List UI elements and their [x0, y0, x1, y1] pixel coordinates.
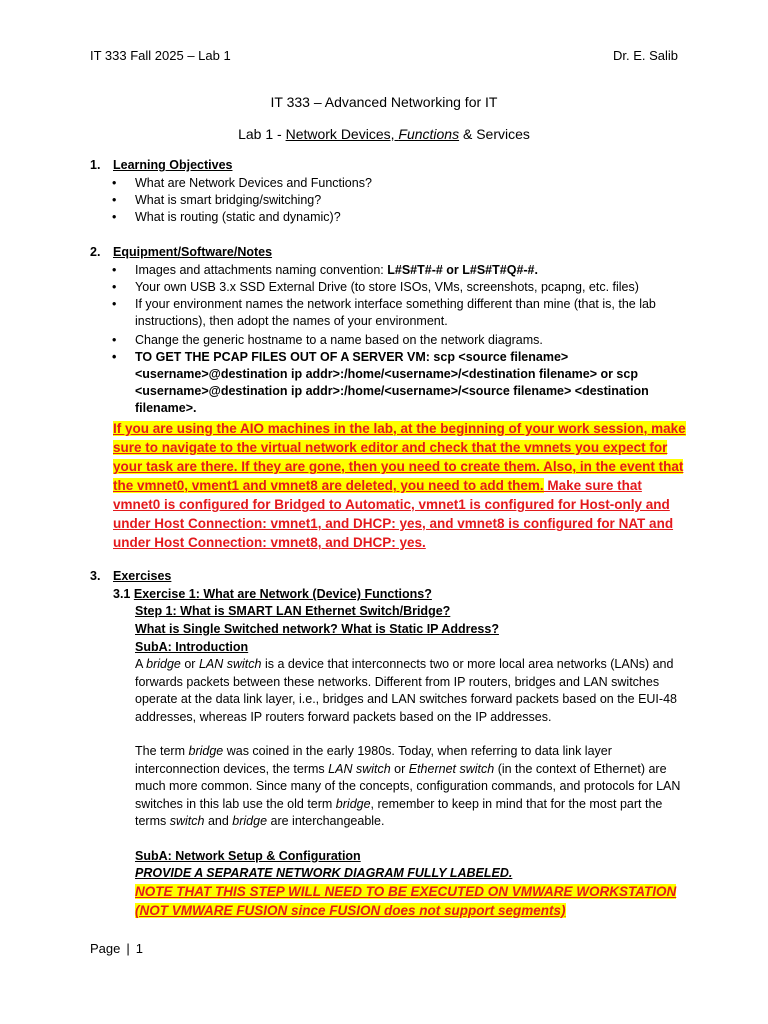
header-right: Dr. E. Salib — [612, 48, 678, 63]
bullet-text: What is routing (static and dynamic)? — [135, 210, 341, 224]
text-run: The term — [135, 744, 189, 758]
term-lan-switch: LAN switch — [198, 657, 262, 671]
page-number: 1 — [135, 941, 143, 956]
lab-title — [0, 126, 768, 142]
bullet-text: TO GET THE PCAP FILES OUT OF A SERVER VM: scp <source filename> <username>@destination ip addr>:/home/<username>/<destination filename> or scp <username>@destination ip addr>:/home/<username>/<source filename> <destination filename>. — [135, 350, 649, 415]
bullet-item — [112, 296, 692, 330]
lab-warning — [113, 419, 688, 552]
section-exercises — [90, 569, 171, 583]
section-number: 2. — [90, 245, 101, 259]
bullet-icon: • — [112, 176, 117, 190]
lab-title-prefix: Lab 1 - — [238, 126, 286, 142]
history-paragraph — [135, 743, 685, 831]
text-run: A — [135, 657, 147, 671]
diagram-instruction: PROVIDE A SEPARATE NETWORK DIAGRAM FULLY LABELED. — [135, 866, 513, 880]
bullet-item — [112, 192, 692, 209]
suba-network-setup: SubA: Network Setup & Configuration — [135, 849, 361, 863]
text-run: was coined in the early 1980s. Today, when referring to data link layer interconnection devices, the terms — [135, 744, 612, 776]
section-number: 3. — [90, 569, 101, 583]
naming-convention: L#S#T#-# or L#S#T#Q#-#. — [387, 263, 538, 277]
bullet-text: Change the generic hostname to a name based on the network diagrams. — [135, 333, 543, 347]
lab-title-part1: Network Devices, — [285, 126, 399, 142]
bullet-text: If your environment names the network interface something different than mine (that is, the lab instructions), then adopt the names of your environment. — [135, 297, 656, 328]
page-label: Page — [90, 941, 121, 956]
vmware-note — [135, 882, 685, 920]
bullet-icon: • — [112, 193, 117, 207]
section-learning-objectives — [90, 158, 232, 172]
term-bridge: bridge — [146, 657, 181, 671]
warning-rest: Make sure that vmnet0 is configured for Bridged to Automatic, vmnet1 is configured for Host-only and under Host Connection: vmnet1, and DHCP: yes, and vmnet8 is configured for NAT and under Host Connection: vmnet8, and DHCP: yes. — [113, 478, 674, 550]
step1-subheading: What is Single Switched network? What is Static IP Address? — [135, 622, 499, 636]
term-bridge: bridge — [232, 814, 268, 828]
bullet-icon: • — [112, 297, 117, 311]
bullet-text: What is smart bridging/switching? — [135, 193, 322, 207]
course-title: IT 333 – Advanced Networking for IT — [270, 94, 498, 110]
warning-highlighted: If you are using the AIO machines in the lab, at the beginning of your work session, make sure to navigate to the virtual network editor and check that the vmnets you expect for your task are there. If they are gone, then you need to create them. Also, in the event that the vmnet0, vment1 and vmnet8 are deleted, you need to add them. — [113, 421, 686, 493]
bullet-item — [112, 175, 692, 192]
lab-title-part2: Functions — [398, 126, 460, 142]
exercise-heading — [113, 586, 432, 603]
term-bridge: bridge — [188, 744, 224, 758]
vmware-note-text: NOTE THAT THIS STEP WILL NEED TO BE EXECUTED ON VMWARE WORKSTATION (NOT VMWARE FUSION since FUSION does not support segments) — [135, 884, 677, 918]
bullet-icon: • — [112, 333, 117, 347]
text-run: or — [180, 657, 199, 671]
bullet-icon: • — [112, 280, 117, 294]
section-equipment — [90, 245, 272, 259]
bullet-text: What are Network Devices and Functions? — [135, 176, 372, 190]
text-run: or — [390, 761, 409, 776]
section-title: Equipment/Software/Notes — [113, 245, 273, 259]
text-run: , remember to keep in mind that for the most part the terms — [135, 796, 663, 828]
bullet-item — [112, 332, 692, 349]
text-run: (in the context of Ethernet) are much more common. Since many of the concepts, configuration commands, and protocols for LAN switches in this lab use the old term — [135, 761, 681, 811]
text-run: is a device that interconnects two or more local area networks (LANs) and forwards packets between these networks. Different from IP routers, bridges and LAN switches operate at the data link layer, i.e., bridges and LAN switches forward packets based on the EUI-48 addresses, whereas IP routers forward packets based on the IP addresses. — [135, 657, 677, 724]
footer-separator: | — [126, 941, 130, 956]
bullet-item — [112, 262, 692, 279]
text-run: and — [204, 814, 233, 828]
bullet-icon: • — [112, 210, 117, 224]
page-footer — [90, 941, 143, 956]
term-lan-switch: LAN switch — [328, 761, 391, 776]
header-left: IT 333 Fall 2025 – Lab 1 — [90, 48, 231, 63]
term-ethernet-switch: Ethernet switch — [408, 761, 495, 776]
section-title: Exercises — [113, 569, 172, 583]
exercise-number: 3.1 — [113, 587, 134, 601]
bullet-icon: • — [112, 263, 117, 277]
bullet-text: Your own USB 3.x SSD External Drive (to store ISOs, VMs, screenshots, pcapng, etc. files) — [135, 280, 639, 294]
term-switch: switch — [169, 814, 205, 828]
bullet-text: Images and attachments naming convention: — [135, 263, 388, 277]
step1-heading: Step 1: What is SMART LAN Ethernet Switch/Bridge? — [135, 604, 451, 618]
term-bridge: bridge — [335, 796, 371, 811]
bullet-item — [112, 279, 692, 296]
lab-title-part3: & Services — [459, 126, 530, 142]
section-title: Learning Objectives — [113, 158, 233, 172]
intro-paragraph — [135, 656, 685, 726]
bullet-item — [112, 349, 692, 417]
section-number: 1. — [90, 158, 101, 172]
bullet-icon: • — [112, 350, 117, 364]
text-run: are interchangeable. — [267, 814, 385, 828]
bullet-item — [112, 209, 692, 226]
suba-introduction: SubA: Introduction — [135, 640, 249, 654]
exercise-title: Exercise 1: What are Network (Device) Functions? — [133, 587, 432, 601]
